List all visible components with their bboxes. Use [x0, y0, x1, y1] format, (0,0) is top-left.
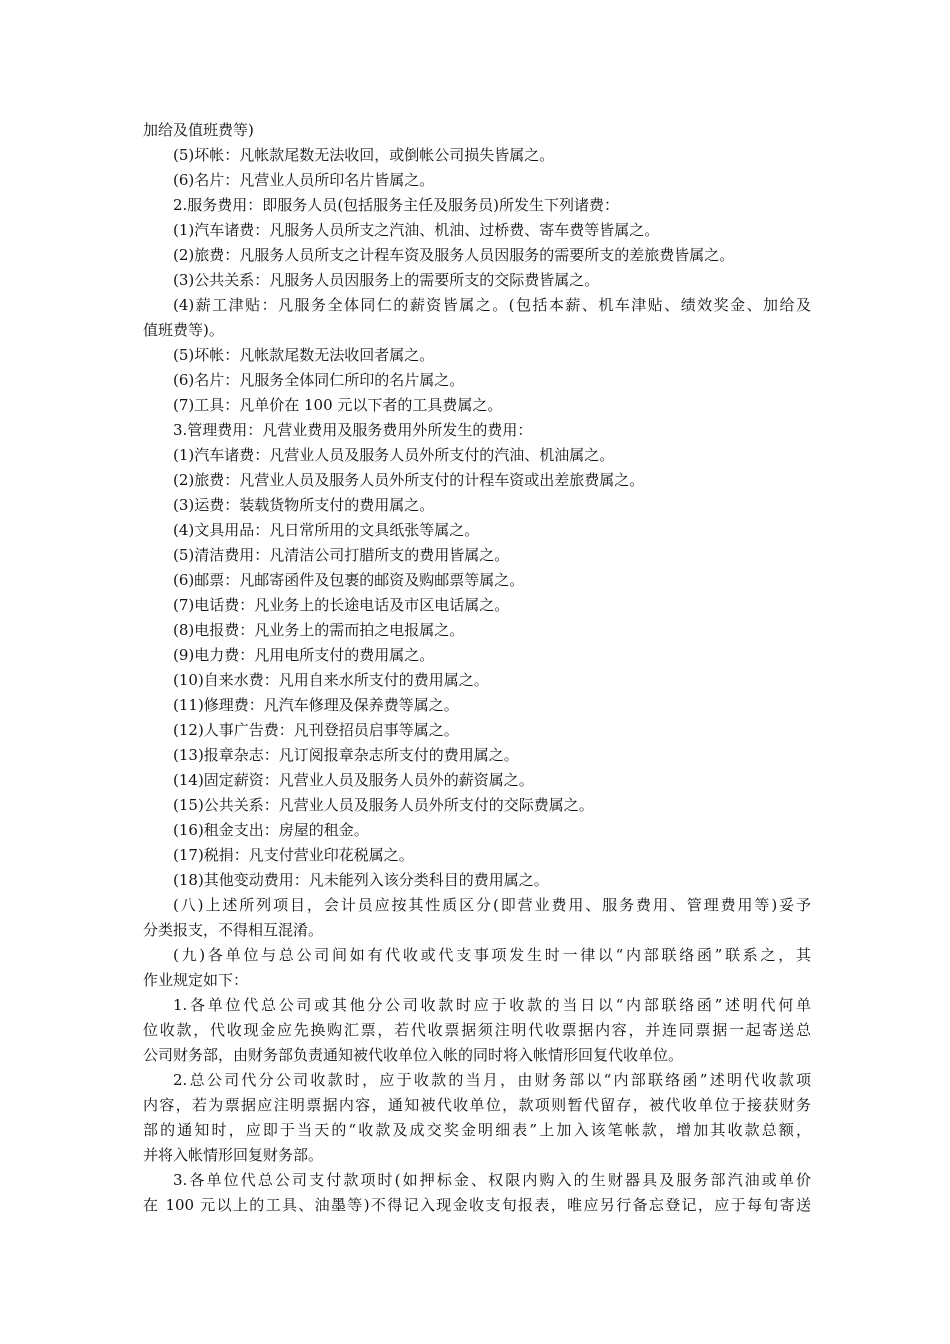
text-line: (八)上述所列项目，会计员应按其性质区分(即营业费用、服务费用、管理费用等)妥予 [173, 896, 811, 914]
text-line: (5)清洁费用：凡清洁公司打腊所支的费用皆属之。 [173, 546, 510, 564]
text-line: 3.各单位代总公司支付款项时(如押标金、权限内购入的生财器具及服务部汽油或单价 [173, 1171, 811, 1189]
text-line: 2.服务费用：即服务人员(包括服务主任及服务员)所发生下列诸费： [173, 196, 620, 214]
text-line: (2)旅费：凡服务人员所支之计程车资及服务人员因服务的需要所支的差旅费皆属之。 [173, 246, 735, 264]
text-line: (6)邮票：凡邮寄函件及包裹的邮资及购邮票等属之。 [173, 571, 525, 589]
text-line: 部的通知时，应即于当天的“收款及成交奖金明细表”上加入该笔帐款，增加其收款总额， [143, 1121, 811, 1139]
text-line: 3.管理费用：凡营业费用及服务费用外所发生的费用： [173, 421, 533, 439]
text-line: (1)汽车诸费：凡服务人员所支之汽油、机油、过桥费、寄车费等皆属之。 [173, 221, 660, 239]
text-line: (1)汽车诸费：凡营业人员及服务人员外所支付的汽油、机油属之。 [173, 446, 615, 464]
text-line: (14)固定薪资：凡营业人员及服务人员外的薪资属之。 [173, 771, 534, 789]
text-line: (7)电话费：凡业务上的长途电话及市区电话属之。 [173, 596, 510, 614]
text-line: 1.各单位代总公司或其他分公司收款时应于收款的当日以“内部联络函”述明代何单 [173, 996, 811, 1014]
text-line: 公司财务部，由财务部负责通知被代收单位入帐的同时将入帐情形回复代收单位。 [143, 1046, 684, 1064]
text-line: 作业规定如下： [143, 971, 249, 989]
text-line: (13)报章杂志：凡订阅报章杂志所支付的费用属之。 [173, 746, 519, 764]
text-line: (4)文具用品：凡日常所用的文具纸张等属之。 [173, 521, 480, 539]
text-line: (17)税捐：凡支付营业印花税属之。 [173, 846, 414, 864]
text-line: (11)修理费：凡汽车修理及保养费等属之。 [173, 696, 459, 714]
text-line: 内容，若为票据应注明票据内容，通知被代收单位，款项则暂代留存，被代收单位于接获财务 [143, 1096, 811, 1114]
text-line: (6)名片：凡服务全体同仁所印的名片属之。 [173, 371, 465, 389]
text-line: 位收款，代收现金应先换购汇票，若代收票据须注明代收票据内容，并连同票据一起寄送总 [143, 1021, 811, 1039]
text-line: (3)运费：装载货物所支付的费用属之。 [173, 496, 435, 514]
text-line: (16)租金支出：房屋的租金。 [173, 821, 369, 839]
text-line: (12)人事广告费：凡刊登招员启事等属之。 [173, 721, 459, 739]
text-line: 分类报支，不得相互混淆。 [143, 921, 324, 939]
text-line: (3)公共关系：凡服务人员因服务上的需要所支的交际费皆属之。 [173, 271, 600, 289]
text-line: 在 100 元以上的工具、油墨等)不得记入现金收支旬报表，唯应另行备忘登记，应于每旬寄送 [143, 1196, 811, 1214]
text-line: 值班费等)。 [143, 321, 224, 339]
text-line: (8)电报费：凡业务上的需而拍之电报属之。 [173, 621, 465, 639]
text-line: (15)公共关系：凡营业人员及服务人员外所支付的交际费属之。 [173, 796, 594, 814]
text-line: (5)坏帐：凡帐款尾数无法收回，或倒帐公司损失皆属之。 [173, 146, 555, 164]
document-body [143, 118, 811, 1218]
text-line: (9)电力费：凡用电所支付的费用属之。 [173, 646, 435, 664]
text-line: (18)其他变动费用：凡未能列入该分类科目的费用属之。 [173, 871, 549, 889]
text-line: (5)坏帐：凡帐款尾数无法收回者属之。 [173, 346, 435, 364]
text-line: (4)薪工津贴：凡服务全体同仁的薪资皆属之。(包括本薪、机车津贴、绩效奖金、加给及 [173, 296, 811, 314]
text-line: (7)工具：凡单价在 100 元以下者的工具费属之。 [173, 396, 503, 414]
text-line: 并将入帐情形回复财务部。 [143, 1146, 324, 1164]
text-line: 2.总公司代分公司收款时，应于收款的当月，由财务部以“内部联络函”述明代收款项 [173, 1071, 811, 1089]
text-line: (10)自来水费：凡用自来水所支付的费用属之。 [173, 671, 489, 689]
text-line: (2)旅费：凡营业人员及服务人员外所支付的计程车资或出差旅费属之。 [173, 471, 645, 489]
text-line: 加给及值班费等) [143, 121, 254, 139]
text-line: (6)名片：凡营业人员所印名片皆属之。 [173, 171, 435, 189]
text-line: (九)各单位与总公司间如有代收或代支事项发生时一律以“内部联络函”联系之，其 [173, 946, 811, 964]
